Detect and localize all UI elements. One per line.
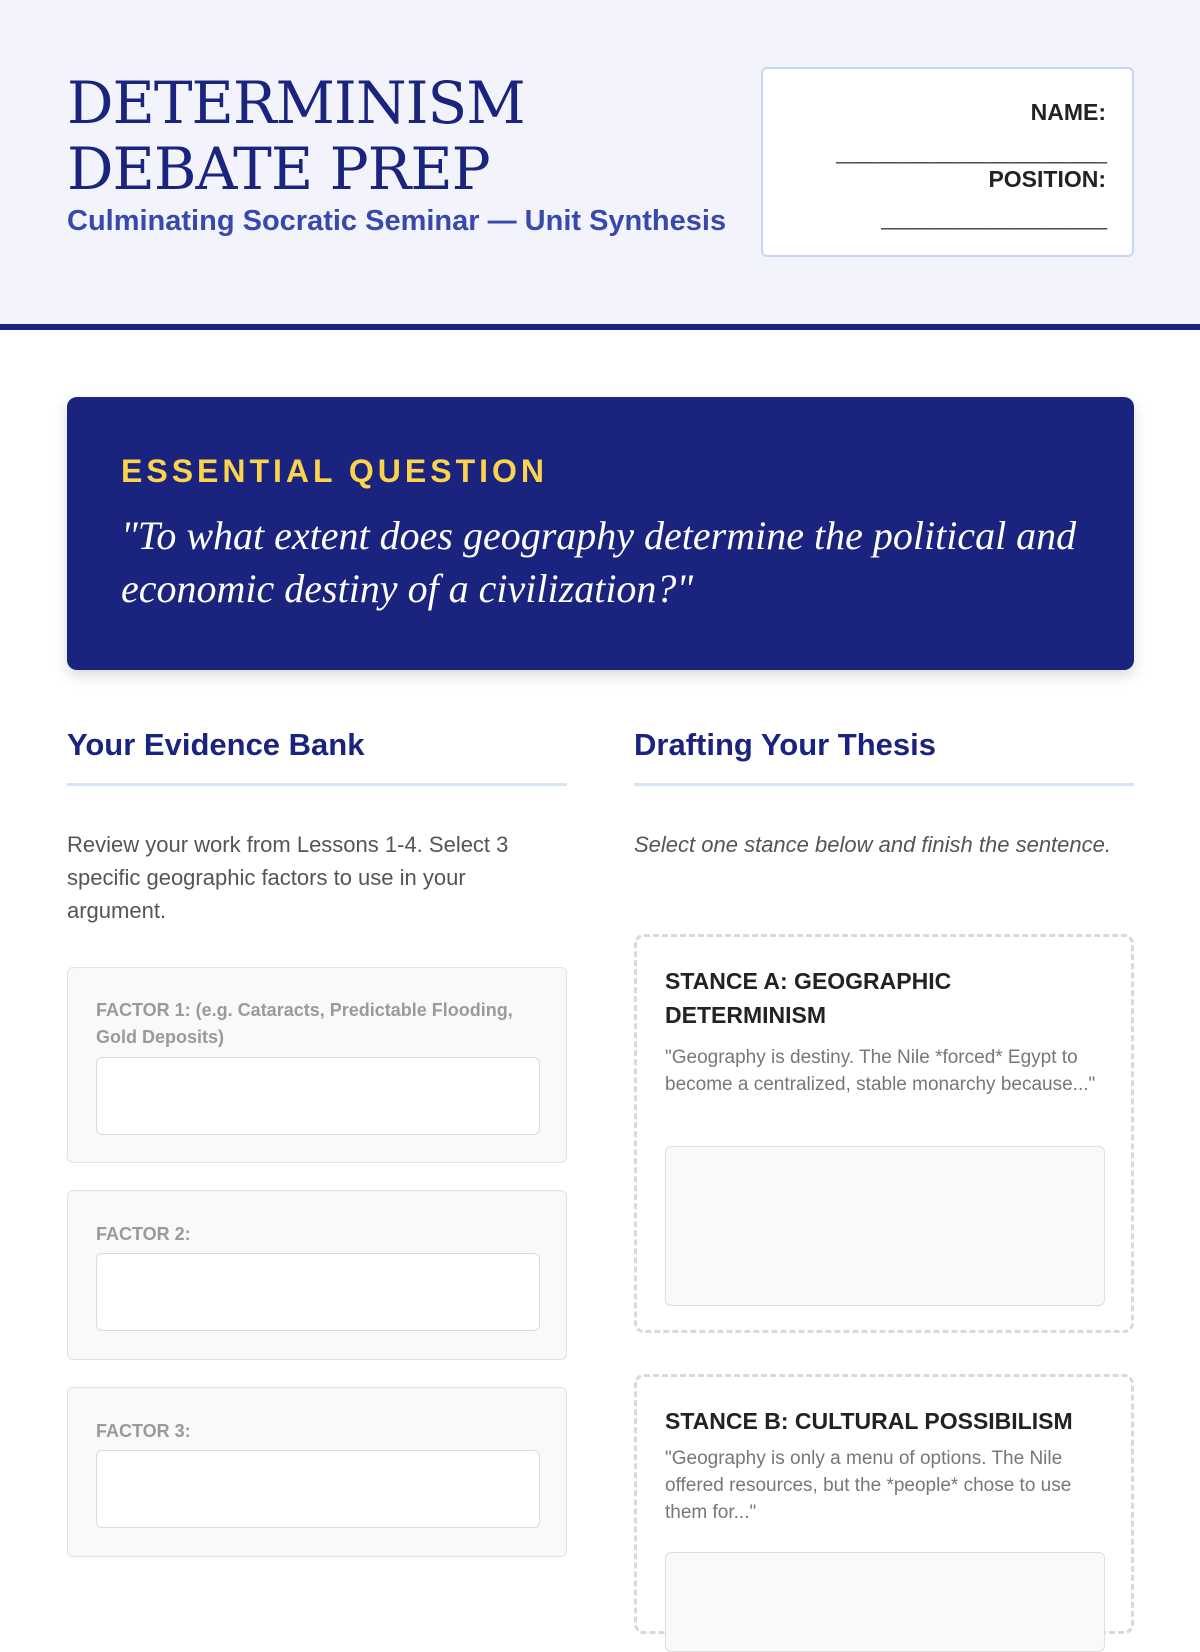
factor-card xyxy=(67,1190,567,1360)
stance-b-prompt: "Geography is only a menu of options. The Nile offered resources, but the *people* chose to use them for..." xyxy=(665,1448,1072,1523)
stance-a-card xyxy=(634,934,1134,1333)
factor-3-input[interactable] xyxy=(96,1450,540,1528)
thesis-instructions: Select one stance below and finish the sentence. xyxy=(634,832,1111,857)
essential-question-label: ESSENTIAL QUESTION xyxy=(121,453,549,489)
position-field[interactable]: ____________________ xyxy=(881,205,1106,230)
essential-question-box xyxy=(67,397,1134,670)
position-label: POSITION: xyxy=(988,166,1106,192)
stance-a-title: STANCE A: GEOGRAPHIC DETERMINISM xyxy=(665,968,952,1028)
factor-card xyxy=(67,1387,567,1557)
page-subtitle: Culminating Socratic Seminar — Unit Synthesis xyxy=(67,205,727,237)
thesis-title: Drafting Your Thesis xyxy=(634,727,937,762)
factor-label: FACTOR 1: (e.g. Cataracts, Predictable Flooding, Gold Deposits) xyxy=(96,1000,513,1047)
thesis-divider xyxy=(634,783,1134,786)
factor-card xyxy=(67,967,567,1163)
worksheet-header xyxy=(0,0,1200,330)
factor-1-input[interactable] xyxy=(96,1057,540,1135)
name-field[interactable]: ________________________ xyxy=(836,139,1106,164)
student-info-card xyxy=(761,67,1134,257)
stance-a-response-area[interactable] xyxy=(665,1146,1105,1306)
factor-2-input[interactable] xyxy=(96,1253,540,1331)
stance-b-card xyxy=(634,1374,1134,1634)
factor-label: FACTOR 2: xyxy=(96,1224,191,1244)
stance-b-response-area[interactable] xyxy=(665,1552,1105,1652)
page-title: DETERMINISM DEBATE PREP xyxy=(67,69,525,203)
stance-a-prompt: "Geography is destiny. The Nile *forced* Egypt to become a centralized, stable monarchy because..." xyxy=(665,1047,1096,1095)
name-label: NAME: xyxy=(1030,99,1106,125)
stance-b-title: STANCE B: CULTURAL POSSIBILISM xyxy=(665,1408,1073,1434)
factor-label: FACTOR 3: xyxy=(96,1421,191,1441)
evidence-bank-divider xyxy=(67,783,567,786)
essential-question-text: "To what extent does geography determine the political and economic destiny of a civilization?" xyxy=(121,513,1077,611)
evidence-bank-instructions: Review your work from Lessons 1-4. Select 3 specific geographic factors to use in your argument. xyxy=(67,832,509,923)
evidence-bank-title: Your Evidence Bank xyxy=(67,727,365,762)
